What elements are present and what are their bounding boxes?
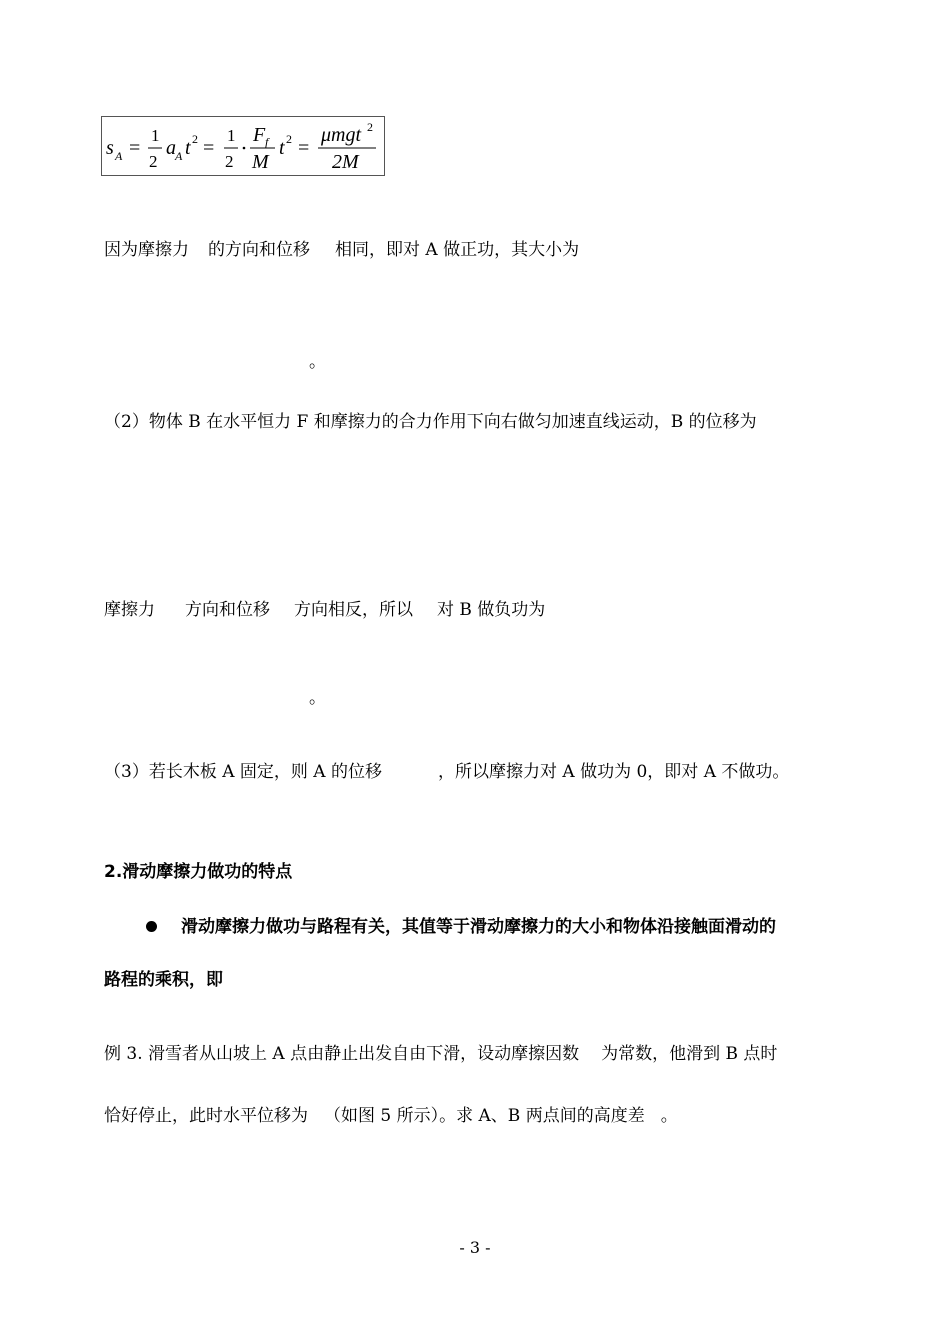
formula-a-sub: A [175,149,183,163]
formula-t1-exp: 2 [192,132,198,146]
paragraph-line-2: （2）物体 B 在水平恒力 F 和摩擦力的合力作用下向右做匀加速直线运动，B 的位移为 [104,412,757,432]
text-segment: 方向相反，所以 [294,600,413,620]
formula-eq-2: = [203,137,215,159]
text-segment: 。 [660,1106,678,1126]
formula-rhs-num-exp: 2 [367,120,373,134]
formula-a: a [166,137,176,159]
text-segment: （如图 5 所示）。求 A、B 两点间的高度差 [324,1106,645,1126]
formula-half1-den: 2 [149,152,158,171]
formula-F-sub: f [265,135,269,149]
formula-half1-num: 1 [151,126,160,145]
example-line-2 [104,1104,678,1128]
text-segment: 的方向和位移 [208,240,310,260]
page-number: - 3 - [459,1238,491,1257]
formula-box [101,116,385,176]
paragraph-line-3 [104,598,545,622]
formula-t1: t [185,137,191,159]
bullet-dot-icon [146,921,157,932]
text-segment: 恰好停止，此时水平位移为 [104,1106,308,1126]
period-2: 。 [309,688,326,708]
text-segment: ，所以摩擦力对 A 做功为 0，即对 A 不做功。 [437,762,790,782]
bullet-line-1: 滑动摩擦力做功与路程有关，其值等于滑动摩擦力的大小和物体沿接触面滑动的 [181,917,776,937]
formula-rhs-num: μmgt [321,124,362,146]
text-segment: 因为摩擦力 [104,240,189,260]
formula-M: M [252,151,269,173]
text-segment: 方向和位移 [185,600,270,620]
text-segment: 例 3. 滑雪者从山坡上 A 点由静止出发自由下滑，设动摩擦因数 [104,1044,580,1064]
formula-eq-1: = [129,137,141,159]
period-1: 。 [309,352,326,372]
text-segment: 对 B 做负功为 [437,600,546,620]
text-segment: 相同，即对 A 做正功，其大小为 [335,240,580,260]
formula-t2: t [279,137,285,159]
example-line-1 [104,1042,777,1066]
section-heading: 2.滑动摩擦力做功的特点 [104,862,293,882]
formula-t2-exp: 2 [286,132,292,146]
formula-F: F [253,124,266,146]
formula-eq-3: = [298,137,310,159]
formula-half2-den: 2 [225,152,234,171]
formula-svg [102,117,384,175]
text-segment: （3）若长木板 A 固定，则 A 的位移 [104,762,382,782]
bullet-line-2: 路程的乘积，即 [104,970,223,990]
formula-dot [243,147,246,150]
formula-lhs: s [106,137,114,159]
formula-half2-num: 1 [227,126,236,145]
formula-lhs-sub: A [115,149,123,163]
text-segment: 为常数，他滑到 B 点时 [601,1044,778,1064]
paragraph-line-1 [104,238,579,262]
formula-rhs-den: 2M [332,151,359,173]
paragraph-line-4 [104,760,789,784]
text-segment: 摩擦力 [104,600,155,620]
